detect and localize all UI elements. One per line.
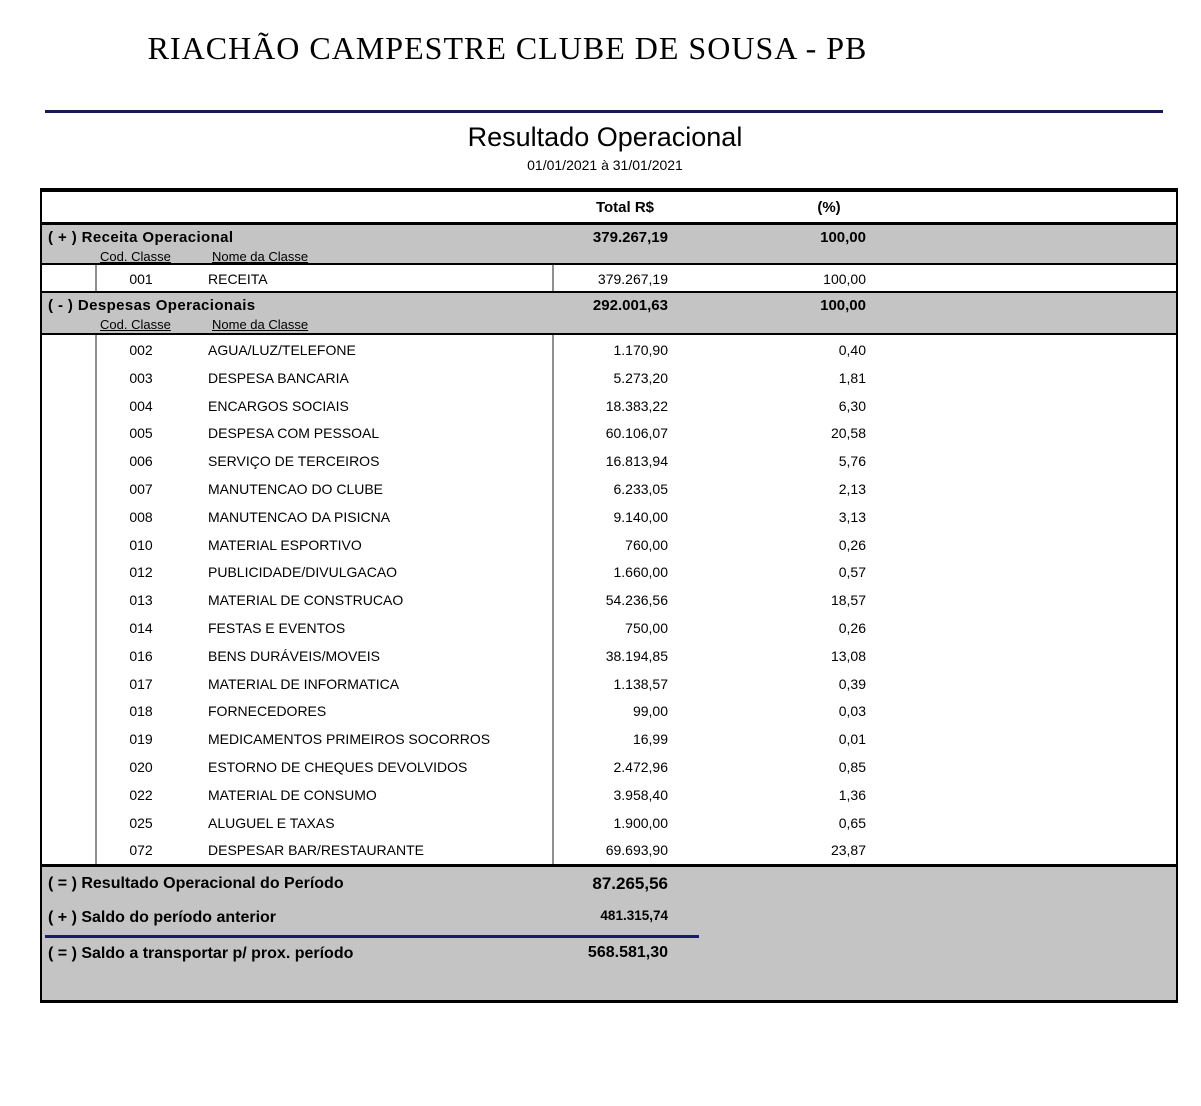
subheader-nome-classe: Nome da Classe (212, 249, 309, 264)
class-code: 006 (129, 453, 153, 470)
expense-row (42, 559, 1176, 587)
class-total: 379.267,19 (597, 271, 668, 287)
class-percent: 5,76 (838, 453, 866, 470)
class-total: 1.138,57 (613, 675, 668, 692)
class-total: 38.194,85 (605, 647, 668, 664)
class-code: 004 (129, 397, 153, 414)
class-code: 018 (129, 703, 153, 720)
class-name: MEDICAMENTOS PRIMEIROS SOCORROS (208, 731, 491, 748)
company-title: RIACHÃO CAMPESTRE CLUBE DE SOUSA - PB (147, 30, 868, 66)
despesas-section-percent: 100,00 (820, 297, 866, 314)
report-table (40, 188, 1178, 1003)
class-total: 18.383,22 (605, 397, 668, 414)
class-name: MATERIAL DE CONSUMO (208, 786, 377, 803)
expense-row (42, 782, 1176, 810)
class-name: AGUA/LUZ/TELEFONE (208, 342, 356, 358)
class-percent: 13,08 (830, 647, 866, 664)
class-total: 1.900,00 (613, 814, 668, 831)
column-header-percent: (%) (817, 199, 841, 216)
header-rule (45, 110, 1163, 113)
class-total: 760,00 (625, 536, 668, 553)
result-period-label: ( = ) Resultado Operacional do Período (48, 875, 344, 892)
class-total: 60.106,07 (605, 425, 668, 442)
class-code: 010 (129, 536, 153, 553)
previous-balance-label: ( + ) Saldo do período anterior (48, 909, 277, 926)
expense-rows (42, 335, 1176, 867)
expense-row (42, 532, 1176, 560)
class-percent: 23,87 (830, 842, 866, 859)
class-total: 54.236,56 (605, 592, 668, 609)
column-header-row (42, 192, 1176, 225)
report-period: 01/01/2021 à 31/01/2021 (527, 157, 683, 173)
subheader-cod-classe: Cod. Classe (100, 317, 171, 332)
class-name: DESPESAR BAR/RESTAURANTE (208, 842, 425, 859)
expense-row (42, 615, 1176, 643)
expense-row (42, 726, 1176, 754)
class-code: 022 (129, 786, 153, 803)
class-total: 16.813,94 (605, 453, 668, 470)
summary-footer (42, 867, 1176, 1000)
expense-row (42, 587, 1176, 615)
expense-row (42, 476, 1176, 504)
class-name: ALUGUEL E TAXAS (208, 814, 335, 831)
despesas-section-total: 292.001,63 (592, 297, 668, 314)
expense-row (42, 393, 1176, 421)
class-code: 001 (129, 271, 153, 287)
class-name: FESTAS E EVENTOS (208, 619, 346, 636)
class-code: 014 (129, 619, 153, 636)
expense-row (42, 337, 1176, 365)
class-percent: 1,36 (838, 786, 866, 803)
class-code: 019 (129, 731, 153, 748)
class-code: 016 (129, 647, 153, 664)
expense-row (42, 754, 1176, 782)
column-divider (95, 265, 97, 291)
class-total: 750,00 (625, 619, 668, 636)
class-total: 6.233,05 (613, 480, 668, 497)
class-percent: 2,13 (838, 480, 866, 497)
class-code: 072 (129, 842, 153, 859)
class-name: RECEITA (208, 271, 268, 287)
class-name: MATERIAL ESPORTIVO (208, 536, 362, 553)
receita-section-header (42, 225, 1176, 265)
class-code: 012 (129, 564, 153, 581)
class-total: 3.958,40 (613, 786, 668, 803)
class-name: DESPESA COM PESSOAL (208, 425, 380, 442)
class-name: PUBLICIDADE/DIVULGACAO (208, 564, 398, 581)
class-total: 5.273,20 (613, 369, 668, 386)
expense-row (42, 643, 1176, 671)
class-name: BENS DURÁVEIS/MOVEIS (208, 647, 380, 664)
class-total: 2.472,96 (613, 758, 668, 775)
subheader-cod-classe: Cod. Classe (100, 249, 171, 264)
expense-row (42, 810, 1176, 838)
class-code: 020 (129, 758, 153, 775)
class-percent: 3,13 (838, 508, 866, 525)
class-percent: 20,58 (830, 425, 866, 442)
report-title: Resultado Operacional (467, 122, 743, 152)
class-percent: 100,00 (823, 271, 866, 287)
class-name: MATERIAL DE CONSTRUCAO (208, 592, 404, 609)
carry-forward-label: ( = ) Saldo a transportar p/ prox. período (48, 945, 354, 962)
class-percent: 18,57 (830, 592, 866, 609)
class-name: FORNECEDORES (208, 703, 327, 720)
class-code: 008 (129, 508, 153, 525)
class-percent: 0,57 (838, 564, 866, 581)
class-name: SERVIÇO DE TERCEIROS (208, 453, 380, 470)
class-total: 16,99 (632, 731, 668, 748)
receita-section-label: ( + ) Receita Operacional (48, 229, 234, 246)
class-name: ENCARGOS SOCIAIS (208, 397, 349, 414)
class-code: 017 (129, 675, 153, 692)
class-percent: 0,40 (838, 342, 866, 358)
class-percent: 0,85 (838, 758, 866, 775)
class-name: ESTORNO DE CHEQUES DEVOLVIDOS (208, 758, 468, 775)
despesas-section-label: ( - ) Despesas Operacionais (48, 297, 256, 314)
result-period-value: 87.265,56 (592, 874, 668, 893)
class-name: DESPESA BANCARIA (208, 369, 349, 386)
class-code: 002 (129, 342, 153, 358)
class-percent: 0,39 (838, 675, 866, 692)
expense-row (42, 504, 1176, 532)
class-code: 007 (129, 480, 153, 497)
class-code: 005 (129, 425, 153, 442)
receita-section-percent: 100,00 (820, 229, 866, 246)
despesas-section-header (42, 293, 1176, 335)
expense-row (42, 448, 1176, 476)
class-percent: 6,30 (838, 397, 866, 414)
class-name: MANUTENCAO DA PISICNA (208, 508, 391, 525)
previous-balance-value: 481.315,74 (600, 908, 668, 923)
expense-row (42, 671, 1176, 699)
footer-underline (45, 935, 699, 938)
expense-row (42, 365, 1176, 393)
class-percent: 0,01 (838, 731, 866, 748)
expense-row (42, 698, 1176, 726)
expense-row (42, 420, 1176, 448)
expense-row (42, 837, 1176, 865)
receita-row (42, 265, 1176, 293)
class-code: 003 (129, 369, 153, 386)
subheader-nome-classe: Nome da Classe (212, 317, 309, 332)
class-total: 1.660,00 (613, 564, 668, 581)
class-percent: 0,26 (838, 536, 866, 553)
class-total: 69.693,90 (605, 842, 668, 859)
class-total: 9.140,00 (613, 508, 668, 525)
class-percent: 0,03 (838, 703, 866, 720)
class-total: 1.170,90 (613, 342, 668, 358)
class-total: 99,00 (632, 703, 668, 720)
receita-section-total: 379.267,19 (592, 229, 668, 246)
class-percent: 0,65 (838, 814, 866, 831)
class-code: 013 (129, 592, 153, 609)
class-percent: 1,81 (838, 369, 866, 386)
class-percent: 0,26 (838, 619, 866, 636)
class-name: MATERIAL DE INFORMATICA (208, 675, 400, 692)
class-code: 025 (129, 814, 153, 831)
column-header-total: Total R$ (595, 199, 655, 216)
class-name: MANUTENCAO DO CLUBE (208, 480, 384, 497)
carry-forward-value: 568.581,30 (587, 944, 668, 961)
